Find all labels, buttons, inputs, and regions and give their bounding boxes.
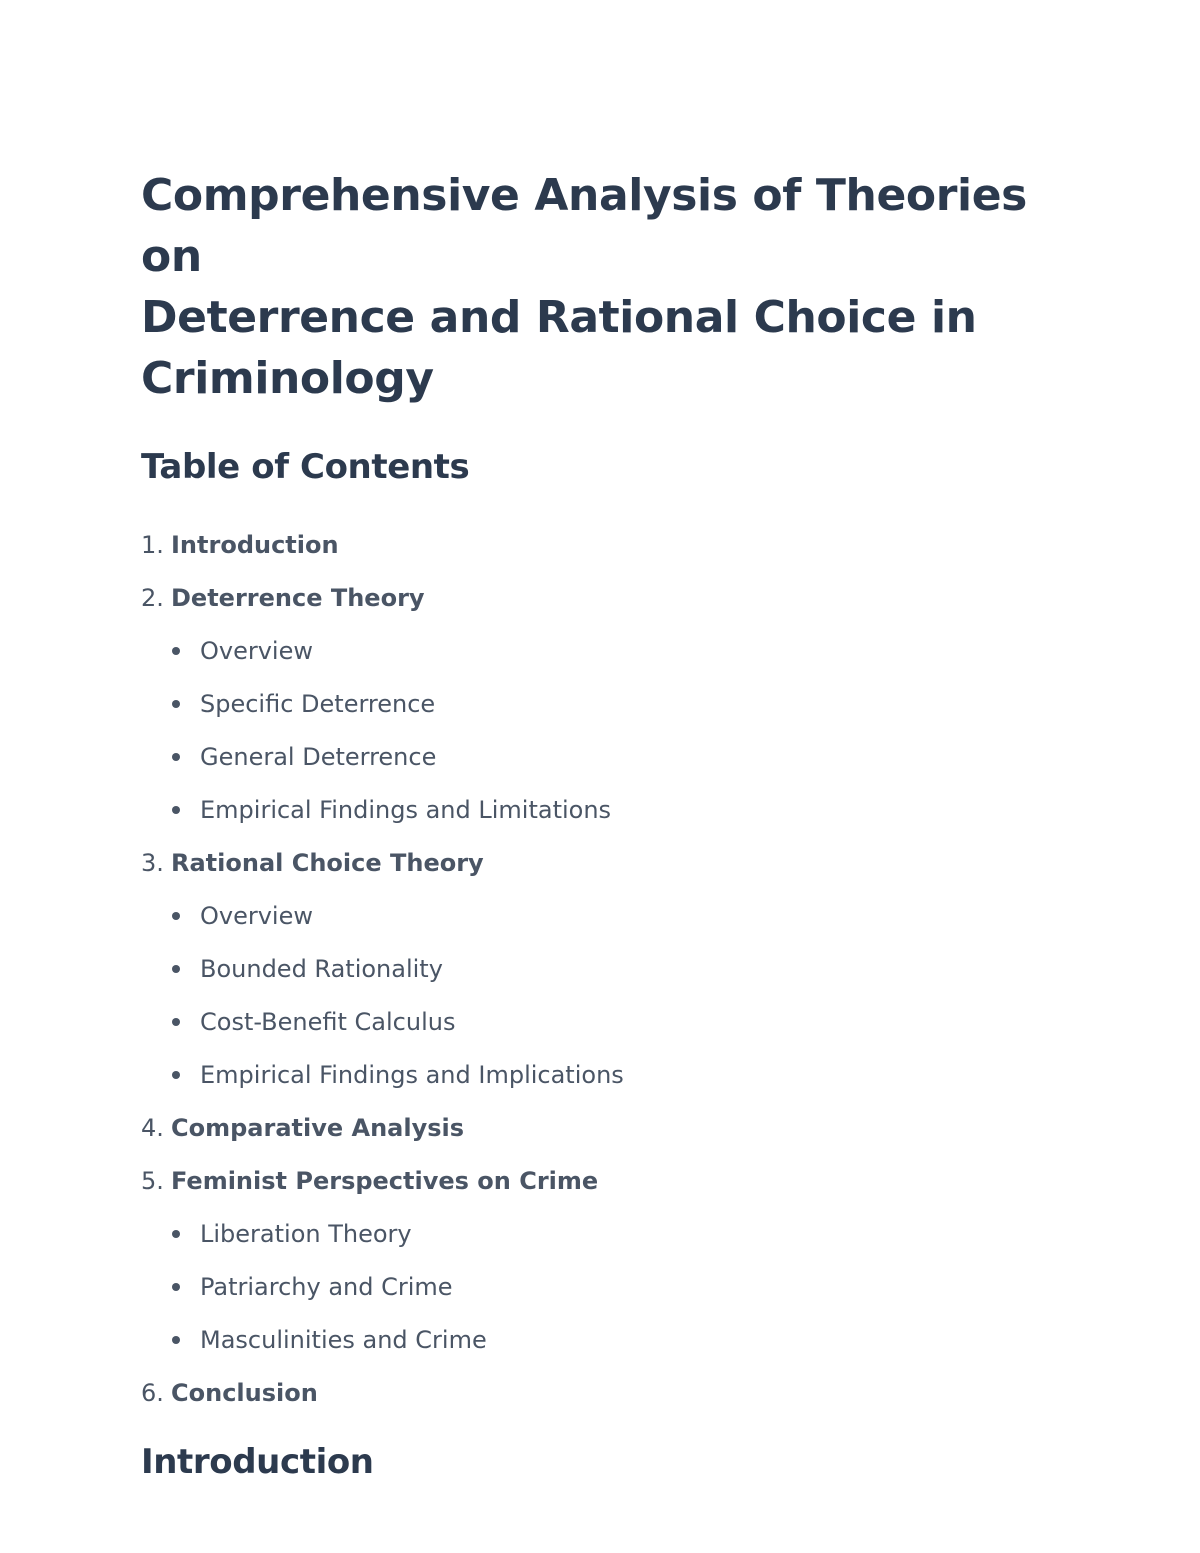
toc-sublist xyxy=(141,625,1081,837)
toc-number: 4. xyxy=(141,1114,164,1142)
table-of-contents xyxy=(141,519,1081,1420)
toc-sublink[interactable]: Empirical Findings and Implications xyxy=(200,1061,624,1089)
toc-sublist xyxy=(141,1208,1081,1367)
document-page xyxy=(141,165,1081,1484)
toc-item-comparative-analysis[interactable] xyxy=(141,1102,1081,1155)
toc-sublink[interactable]: Liberation Theory xyxy=(200,1220,412,1248)
bullet-icon xyxy=(172,965,180,973)
toc-number: 3. xyxy=(141,849,164,877)
toc-subitem[interactable] xyxy=(141,890,1081,943)
toc-subitem[interactable] xyxy=(141,731,1081,784)
toc-link[interactable]: Introduction xyxy=(171,531,339,559)
toc-link[interactable]: Rational Choice Theory xyxy=(171,849,484,877)
toc-sublist xyxy=(141,890,1081,1102)
toc-item-feminist-perspectives[interactable] xyxy=(141,1155,1081,1367)
bullet-icon xyxy=(172,647,180,655)
toc-item-deterrence-theory[interactable] xyxy=(141,572,1081,837)
bullet-icon xyxy=(172,1283,180,1291)
toc-number: 2. xyxy=(141,584,164,612)
bullet-icon xyxy=(172,1071,180,1079)
bullet-icon xyxy=(172,1230,180,1238)
toc-item-rational-choice-theory[interactable] xyxy=(141,837,1081,1102)
toc-number: 6. xyxy=(141,1379,164,1407)
toc-heading: Table of Contents xyxy=(141,447,470,487)
title-line: Criminology xyxy=(141,353,434,404)
toc-item-conclusion[interactable] xyxy=(141,1367,1081,1420)
toc-subitem[interactable] xyxy=(141,1208,1081,1261)
section-heading-introduction: Introduction xyxy=(141,1442,374,1482)
toc-item-introduction[interactable] xyxy=(141,519,1081,572)
toc-sublink[interactable]: Specific Deterrence xyxy=(200,690,436,718)
toc-link[interactable]: Deterrence Theory xyxy=(171,584,425,612)
toc-subitem[interactable] xyxy=(141,996,1081,1049)
title-line: Comprehensive Analysis of Theories on xyxy=(141,170,1027,282)
bullet-icon xyxy=(172,806,180,814)
toc-subitem[interactable] xyxy=(141,784,1081,837)
toc-sublink[interactable]: Patriarchy and Crime xyxy=(200,1273,453,1301)
title-line: Deterrence and Rational Choice in xyxy=(141,292,977,343)
toc-sublink[interactable]: Overview xyxy=(200,637,313,665)
toc-subitem[interactable] xyxy=(141,1049,1081,1102)
toc-sublink[interactable]: Overview xyxy=(200,902,313,930)
toc-subitem[interactable] xyxy=(141,625,1081,678)
bullet-icon xyxy=(172,1018,180,1026)
toc-link[interactable]: Feminist Perspectives on Crime xyxy=(171,1167,599,1195)
document-title xyxy=(141,165,1081,409)
toc-subitem[interactable] xyxy=(141,678,1081,731)
toc-link[interactable]: Comparative Analysis xyxy=(171,1114,465,1142)
toc-number: 5. xyxy=(141,1167,164,1195)
toc-sublink[interactable]: Masculinities and Crime xyxy=(200,1326,487,1354)
toc-subitem[interactable] xyxy=(141,1314,1081,1367)
toc-subitem[interactable] xyxy=(141,1261,1081,1314)
toc-sublink[interactable]: General Deterrence xyxy=(200,743,437,771)
toc-number: 1. xyxy=(141,531,164,559)
toc-sublink[interactable]: Empirical Findings and Limitations xyxy=(200,796,612,824)
toc-sublink[interactable]: Bounded Rationality xyxy=(200,955,443,983)
toc-sublink[interactable]: Cost-Benefit Calculus xyxy=(200,1008,456,1036)
bullet-icon xyxy=(172,753,180,761)
bullet-icon xyxy=(172,1336,180,1344)
toc-link[interactable]: Conclusion xyxy=(171,1379,318,1407)
toc-subitem[interactable] xyxy=(141,943,1081,996)
bullet-icon xyxy=(172,700,180,708)
bullet-icon xyxy=(172,912,180,920)
